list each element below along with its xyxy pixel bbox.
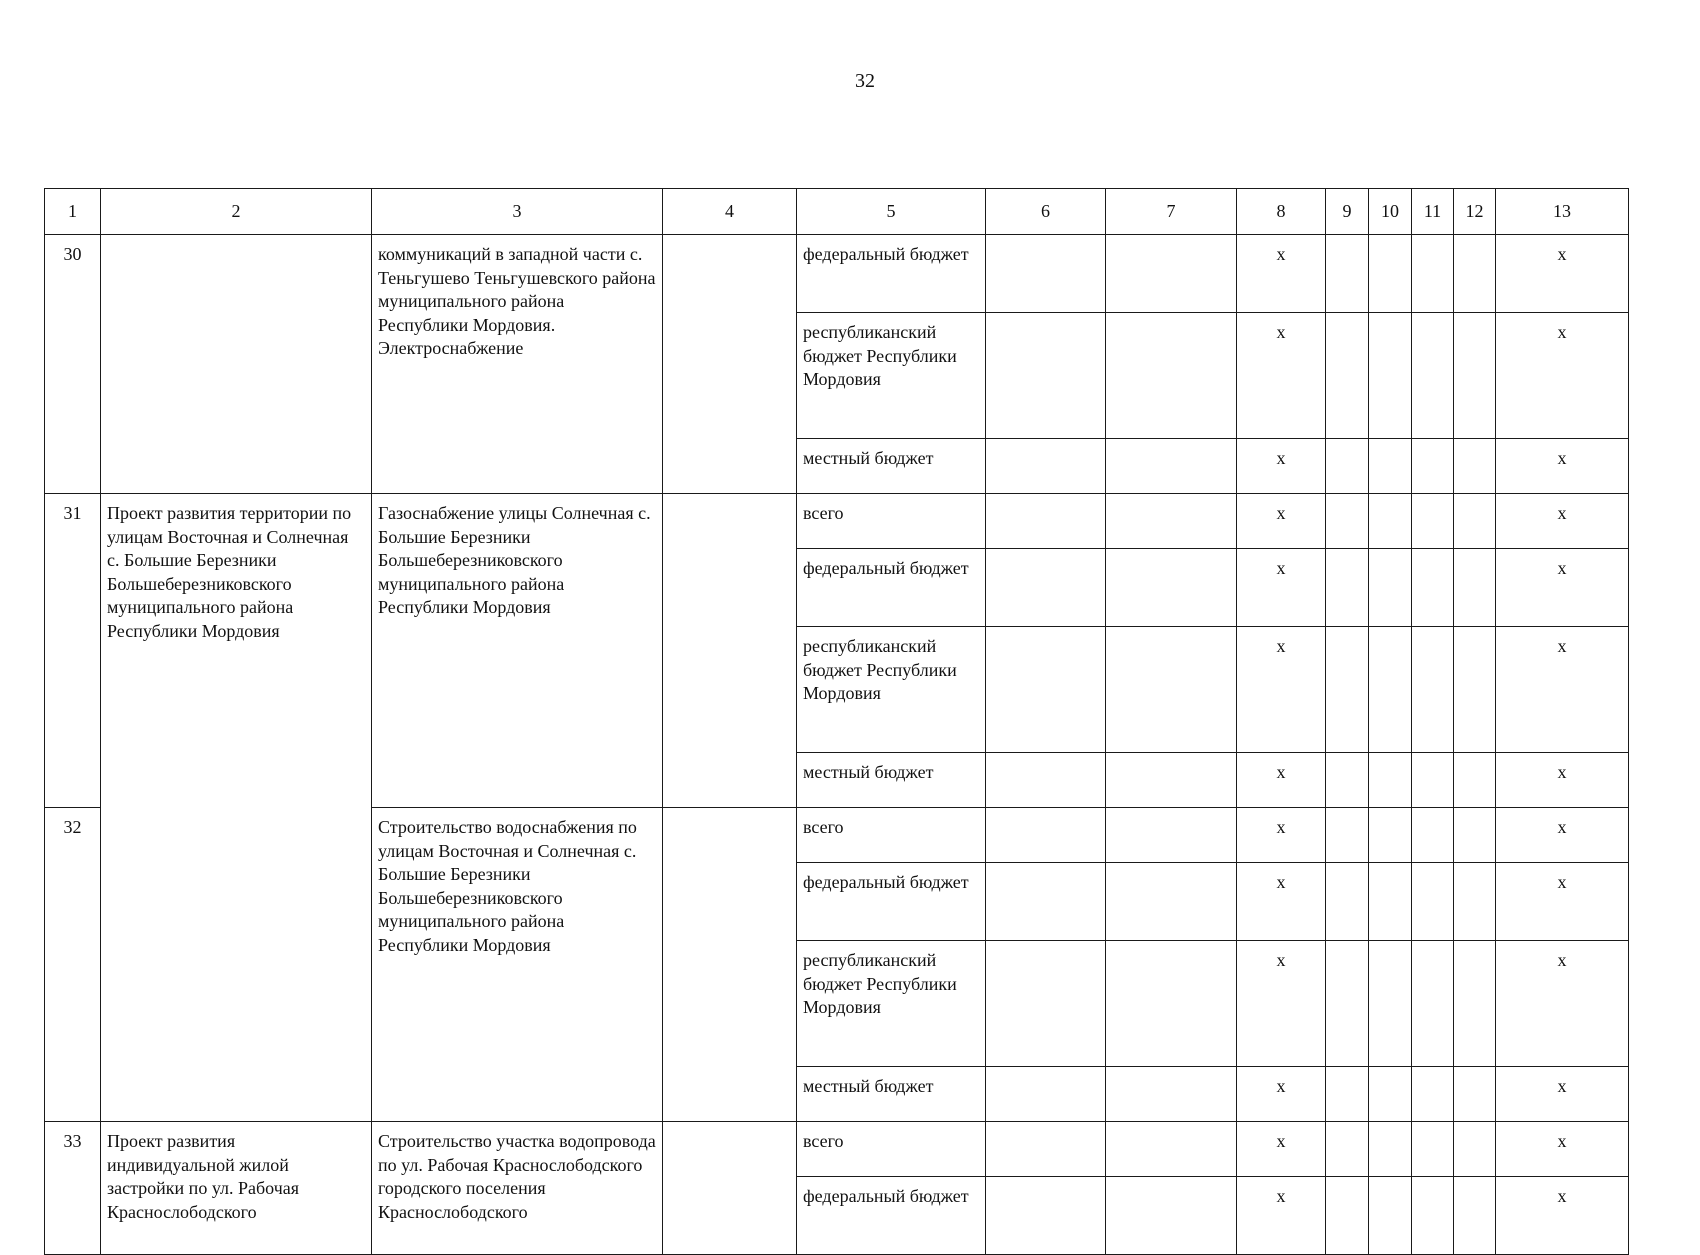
x-mark: x [1237,1067,1326,1122]
column-header: 9 [1326,189,1369,235]
table-row [45,1122,1629,1177]
value-cell [1106,808,1237,863]
value-cell [1369,235,1412,313]
value-cell [1412,549,1454,627]
x-mark: x [1237,1177,1326,1255]
x-mark: x [1237,941,1326,1067]
value-cell [1454,863,1496,941]
funding-source: местный бюджет [797,753,986,808]
object-cell: Строительство водоснабжения по улицам Восточная и Солнечная с. Большие Березники Большеберезниковского муниципального района Республики Мордовия [372,808,663,1122]
x-mark: x [1237,753,1326,808]
value-cell [1369,549,1412,627]
value-cell [1454,1122,1496,1177]
funding-source: федеральный бюджет [797,1177,986,1255]
value-cell [986,863,1106,941]
column-header: 4 [663,189,797,235]
x-mark: x [1496,753,1629,808]
column-header: 13 [1496,189,1629,235]
value-cell [986,808,1106,863]
value-cell [986,313,1106,439]
value-cell [1412,863,1454,941]
value-cell [1454,627,1496,753]
x-mark: x [1496,808,1629,863]
value-cell [1326,808,1369,863]
value-cell [1412,808,1454,863]
column-header: 3 [372,189,663,235]
value-cell [1326,494,1369,549]
x-mark: x [1237,627,1326,753]
value-cell [1326,439,1369,494]
header-row [45,189,1629,235]
project-cell [101,235,372,494]
value-cell [986,1122,1106,1177]
value-cell [1369,863,1412,941]
value-cell [1106,941,1237,1067]
x-mark: x [1496,235,1629,313]
x-mark: x [1237,1122,1326,1177]
x-mark: x [1496,941,1629,1067]
value-cell [1412,1122,1454,1177]
value-cell [986,627,1106,753]
funding-source: местный бюджет [797,439,986,494]
empty-cell [663,494,797,808]
value-cell [986,235,1106,313]
x-mark: x [1496,439,1629,494]
x-mark: x [1496,1122,1629,1177]
funding-source: местный бюджет [797,1067,986,1122]
page-number: 32 [855,70,875,92]
empty-cell [663,808,797,1122]
value-cell [1454,313,1496,439]
value-cell [1369,313,1412,439]
x-mark: x [1237,313,1326,439]
value-cell [1369,494,1412,549]
value-cell [1454,549,1496,627]
value-cell [1326,1067,1369,1122]
funding-source: федеральный бюджет [797,549,986,627]
funding-source: республиканский бюджет Республики Мордовия [797,313,986,439]
value-cell [1454,808,1496,863]
value-cell [1369,1067,1412,1122]
value-cell [1454,1177,1496,1255]
x-mark: x [1496,863,1629,941]
value-cell [1326,549,1369,627]
value-cell [1412,941,1454,1067]
value-cell [1412,1067,1454,1122]
x-mark: x [1237,863,1326,941]
x-mark: x [1496,494,1629,549]
project-cell: Проект развития индивидуальной жилой застройки по ул. Рабочая Краснослободского [101,1122,372,1255]
value-cell [1412,753,1454,808]
funding-source: федеральный бюджет [797,235,986,313]
value-cell [986,1177,1106,1255]
table-row [45,494,1629,549]
funding-source: всего [797,808,986,863]
value-cell [1106,627,1237,753]
x-mark: x [1496,549,1629,627]
x-mark: x [1237,439,1326,494]
funding-source: республиканский бюджет Республики Мордовия [797,627,986,753]
budget-table [44,188,1629,1255]
x-mark: x [1237,808,1326,863]
value-cell [1326,753,1369,808]
table-row [45,235,1629,313]
empty-cell [663,235,797,494]
object-cell: Строительство участка водопровода по ул. Рабочая Краснослободского городского поселения Краснослободского [372,1122,663,1255]
column-header: 5 [797,189,986,235]
value-cell [1412,439,1454,494]
object-cell: Газоснабжение улицы Солнечная с. Большие Березники Большеберезниковского муниципального района Республики Мордовия [372,494,663,808]
value-cell [1454,753,1496,808]
empty-cell [663,1122,797,1255]
value-cell [1369,1122,1412,1177]
value-cell [986,549,1106,627]
column-header: 1 [45,189,101,235]
column-header: 2 [101,189,372,235]
value-cell [1326,1122,1369,1177]
value-cell [1326,313,1369,439]
value-cell [1106,235,1237,313]
x-mark: x [1237,235,1326,313]
row-number: 33 [45,1122,101,1255]
value-cell [1106,1067,1237,1122]
value-cell [1454,439,1496,494]
value-cell [1326,941,1369,1067]
value-cell [1369,941,1412,1067]
value-cell [1454,941,1496,1067]
value-cell [1106,549,1237,627]
value-cell [1106,753,1237,808]
value-cell [986,753,1106,808]
column-header: 7 [1106,189,1237,235]
value-cell [1106,494,1237,549]
column-header: 8 [1237,189,1326,235]
value-cell [1369,1177,1412,1255]
value-cell [1106,1177,1237,1255]
funding-source: республиканский бюджет Республики Мордовия [797,941,986,1067]
funding-source: федеральный бюджет [797,863,986,941]
value-cell [1454,494,1496,549]
column-header: 12 [1454,189,1496,235]
value-cell [1454,1067,1496,1122]
funding-source: всего [797,494,986,549]
value-cell [1369,808,1412,863]
funding-source: всего [797,1122,986,1177]
value-cell [986,439,1106,494]
x-mark: x [1237,494,1326,549]
value-cell [1412,494,1454,549]
value-cell [1326,627,1369,753]
value-cell [1106,439,1237,494]
x-mark: x [1496,627,1629,753]
value-cell [1369,753,1412,808]
row-number: 31 [45,494,101,808]
value-cell [1412,235,1454,313]
value-cell [1412,1177,1454,1255]
value-cell [986,494,1106,549]
column-header: 11 [1412,189,1454,235]
value-cell [1106,863,1237,941]
x-mark: x [1496,1067,1629,1122]
value-cell [1412,627,1454,753]
x-mark: x [1237,549,1326,627]
value-cell [1326,235,1369,313]
object-cell: коммуникаций в западной части с. Теньгушево Теньгушевского района муниципального района Республики Мордовия. Электроснабжение [372,235,663,494]
row-number: 32 [45,808,101,1122]
value-cell [1412,313,1454,439]
x-mark: x [1496,313,1629,439]
value-cell [1326,1177,1369,1255]
column-header: 10 [1369,189,1412,235]
value-cell [1454,235,1496,313]
value-cell [1106,1122,1237,1177]
value-cell [1369,439,1412,494]
x-mark: x [1496,1177,1629,1255]
project-cell: Проект развития территории по улицам Восточная и Солнечная с. Большие Березники Большеберезниковского муниципального района Республики Мордовия [101,494,372,1122]
value-cell [1369,627,1412,753]
value-cell [1106,313,1237,439]
value-cell [986,941,1106,1067]
column-header: 6 [986,189,1106,235]
value-cell [1326,863,1369,941]
row-number: 30 [45,235,101,494]
value-cell [986,1067,1106,1122]
